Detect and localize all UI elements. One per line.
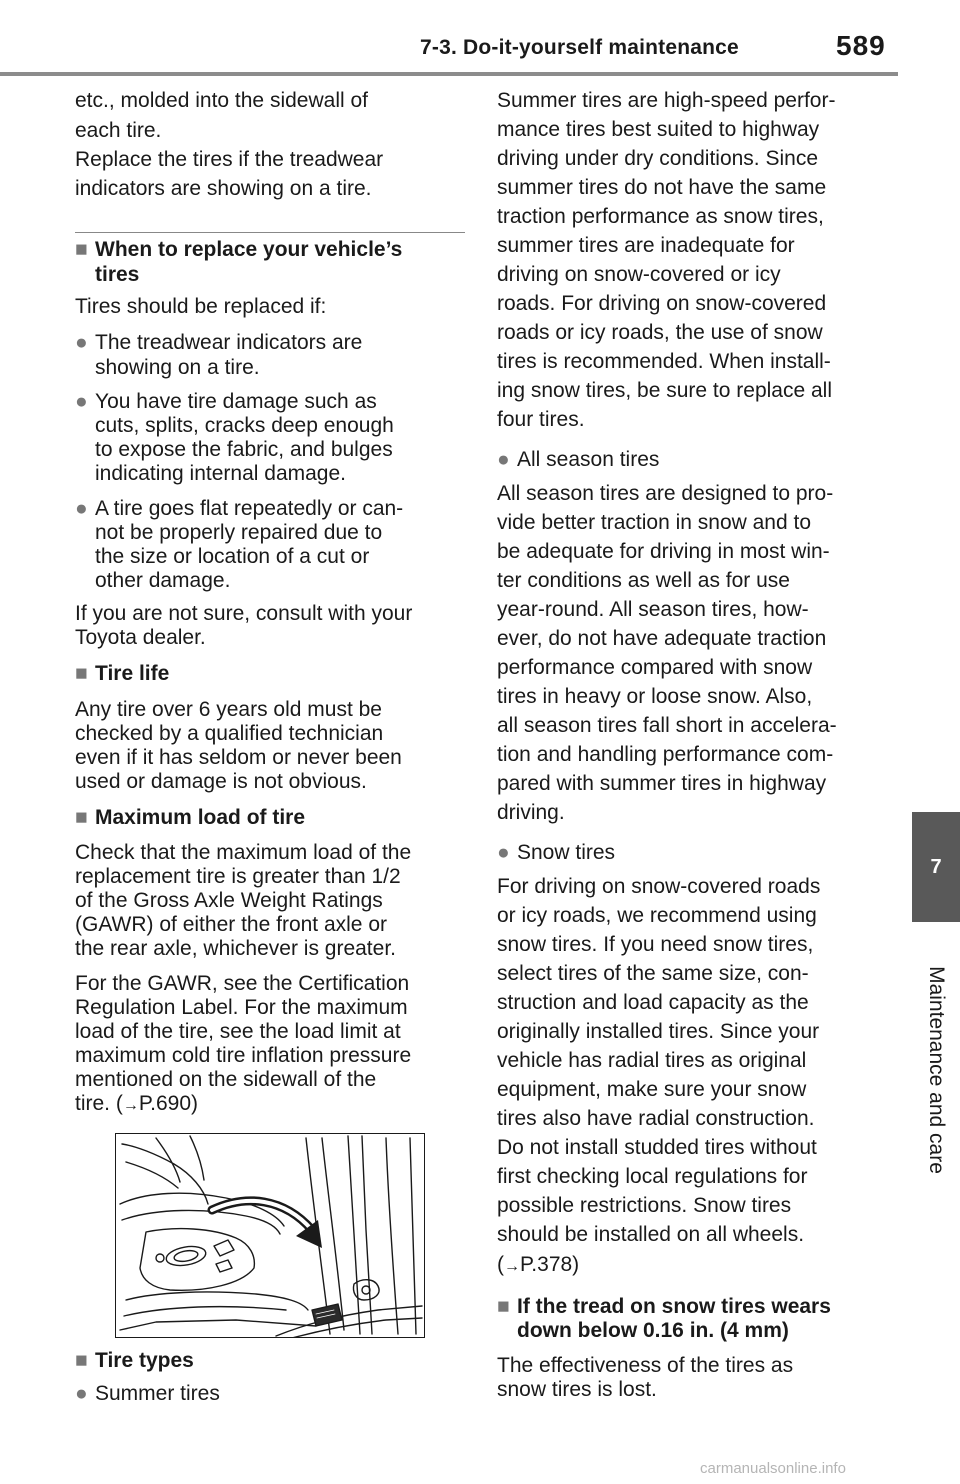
heading-when-to-replace: ■ When to replace your vehicle’s — [75, 238, 403, 261]
consult-line: If you are not sure, consult with your — [75, 602, 413, 625]
summer-line: mance tires best suited to highway — [497, 118, 820, 141]
list-item-cont: other damage. — [95, 569, 231, 592]
circle-bullet-icon: ● — [75, 1382, 88, 1405]
all-season-line: ever, do not have adequate traction — [497, 627, 827, 650]
watermark: carmanualsonline.info — [700, 1460, 846, 1477]
chapter-side-tab — [912, 0, 960, 1484]
tire-life-line: used or damage is not obvious. — [75, 770, 367, 793]
all-season-line: be adequate for driving in most win- — [497, 540, 830, 563]
list-item-cont: indicating internal damage. — [95, 462, 346, 485]
list-item: ● The treadwear indicators are — [75, 331, 363, 354]
all-season-line: all season tires fall short in accelera- — [497, 714, 837, 737]
summer-line: driving on snow-covered or icy — [497, 263, 781, 286]
list-item: ● You have tire damage such as — [75, 390, 377, 413]
square-bullet-icon: ■ — [75, 1349, 88, 1372]
illustration-drawing — [116, 1134, 425, 1338]
heading-tire-life: ■ Tire life — [75, 662, 170, 685]
snow-line: snow tires. If you need snow tires, — [497, 933, 814, 956]
all-season-line: ter conditions as well as for use — [497, 569, 790, 592]
summer-line: summer tires are inadequate for — [497, 234, 795, 257]
snow-line: equipment, make sure your snow — [497, 1078, 807, 1101]
heading-snow-tread-cont: down below 0.16 in. (4 mm) — [517, 1319, 789, 1342]
tread-line: The effectiveness of the tires as — [497, 1354, 794, 1377]
circle-bullet-icon: ● — [75, 331, 88, 354]
all-season-line: tion and handling performance com- — [497, 743, 834, 766]
snow-line: select tires of the same size, con- — [497, 962, 809, 985]
tread-line: snow tires is lost. — [497, 1378, 657, 1401]
max-load-line: the rear axle, whichever is greater. — [75, 937, 396, 960]
square-bullet-icon: ■ — [497, 1295, 510, 1318]
square-bullet-icon: ■ — [75, 806, 88, 829]
all-season-line: year-round. All season tires, how- — [497, 598, 809, 621]
page-header — [0, 0, 960, 78]
circle-bullet-icon: ● — [75, 497, 88, 520]
gawr-line: For the GAWR, see the Certification — [75, 972, 410, 995]
snow-line: vehicle has radial tires as original — [497, 1049, 807, 1072]
summer-line: Summer tires are high-speed perfor- — [497, 89, 836, 112]
list-item: ● A tire goes flat repeatedly or can- — [75, 497, 404, 520]
intro-line: indicators are showing on a tire. — [75, 177, 372, 200]
arrow-icon: → — [122, 1097, 139, 1114]
all-season-line: driving. — [497, 801, 565, 824]
consult-line: Toyota dealer. — [75, 626, 206, 649]
all-season-line: All season tires are designed to pro- — [497, 482, 834, 505]
tire-life-line: even if it has seldom or never been — [75, 746, 402, 769]
heading-maximum-load: ■ Maximum load of tire — [75, 806, 306, 829]
all-season-line: performance compared with snow — [497, 656, 813, 679]
snow-line: possible restrictions. Snow tires — [497, 1194, 792, 1217]
circle-bullet-icon: ● — [497, 448, 510, 471]
gawr-line: Regulation Label. For the maximum — [75, 996, 408, 1019]
header-rule — [0, 72, 898, 76]
list-item-cont: showing on a tire. — [95, 356, 260, 379]
list-item-cont: not be properly repaired due to — [95, 521, 383, 544]
chapter-label-text: Maintenance and care — [925, 966, 948, 1174]
chapter-label — [912, 940, 960, 1200]
heading-tire-types: ■ Tire types — [75, 1349, 194, 1372]
snow-line: or icy roads, we recommend using — [497, 904, 817, 927]
square-bullet-icon: ■ — [75, 662, 88, 685]
snow-line: originally installed tires. Since your — [497, 1020, 820, 1043]
summer-line: ing snow tires, be sure to replace all — [497, 379, 833, 402]
max-load-line: of the Gross Axle Weight Ratings — [75, 889, 383, 912]
gawr-line-last: tire. (→P.690) — [75, 1092, 199, 1115]
summer-line: traction performance as snow tires, — [497, 205, 824, 228]
list-item: ● Snow tires — [497, 841, 616, 864]
page-reference-link[interactable]: P.378) — [520, 1253, 580, 1276]
summer-line: summer tires do not have the same — [497, 176, 827, 199]
snow-line: struction and load capacity as the — [497, 991, 809, 1014]
list-item: ● Summer tires — [75, 1382, 220, 1405]
intro-line: Replace the tires if the treadwear — [75, 148, 384, 171]
summer-line: roads. For driving on snow-covered — [497, 292, 827, 315]
max-load-line: (GAWR) of either the front axle or — [75, 913, 387, 936]
max-load-line: replacement tire is greater than 1/2 — [75, 865, 401, 888]
snow-line: For driving on snow-covered roads — [497, 875, 821, 898]
tire-life-line: Any tire over 6 years old must be — [75, 698, 382, 721]
gawr-line: mentioned on the sidewall of the — [75, 1068, 377, 1091]
all-season-line: pared with summer tires in highway — [497, 772, 827, 795]
tire-life-line: checked by a qualified technician — [75, 722, 384, 745]
page-reference-link[interactable]: P.690) — [138, 1092, 199, 1115]
circle-bullet-icon: ● — [497, 841, 510, 864]
square-bullet-icon: ■ — [75, 238, 88, 261]
summer-line: driving under dry conditions. Since — [497, 147, 819, 170]
circle-bullet-icon: ● — [75, 390, 88, 413]
snow-line: tires also have radial construction. — [497, 1107, 815, 1130]
gawr-line: maximum cold tire inflation pressure — [75, 1044, 412, 1067]
section-title: 7-3. Do-it-yourself maintenance — [420, 36, 739, 59]
list-item-cont: to expose the fabric, and bulges — [95, 438, 393, 461]
intro-line: each tire. — [75, 119, 162, 142]
list-item: ● All season tires — [497, 448, 660, 471]
door-sill-label-illustration — [115, 1133, 425, 1338]
snow-line-last: (→P.378) — [497, 1253, 580, 1276]
heading-snow-tread: ■ If the tread on snow tires wears — [497, 1295, 831, 1318]
chapter-number-tab: 7 — [912, 812, 960, 922]
arrow-icon: → — [504, 1258, 520, 1275]
max-load-line: Check that the maximum load of the — [75, 841, 412, 864]
summer-line: tires is recommended. When install- — [497, 350, 831, 373]
summer-line: four tires. — [497, 408, 585, 431]
snow-line: should be installed on all wheels. — [497, 1223, 805, 1246]
snow-line: first checking local regulations for — [497, 1165, 808, 1188]
section-divider — [75, 232, 465, 233]
page-number: 589 — [836, 30, 886, 61]
list-item-cont: the size or location of a cut or — [95, 545, 370, 568]
gawr-line: load of the tire, see the load limit at — [75, 1020, 401, 1043]
all-season-line: vide better traction in snow and to — [497, 511, 812, 534]
list-item-cont: cuts, splits, cracks deep enough — [95, 414, 394, 437]
summer-line: roads or icy roads, the use of snow — [497, 321, 823, 344]
all-season-line: tires in heavy or loose snow. Also, — [497, 685, 813, 708]
heading-when-to-replace-cont: tires — [95, 263, 140, 286]
when-lead: Tires should be replaced if: — [75, 295, 327, 318]
snow-line: Do not install studded tires without — [497, 1136, 817, 1159]
intro-line: etc., molded into the sidewall of — [75, 89, 368, 112]
